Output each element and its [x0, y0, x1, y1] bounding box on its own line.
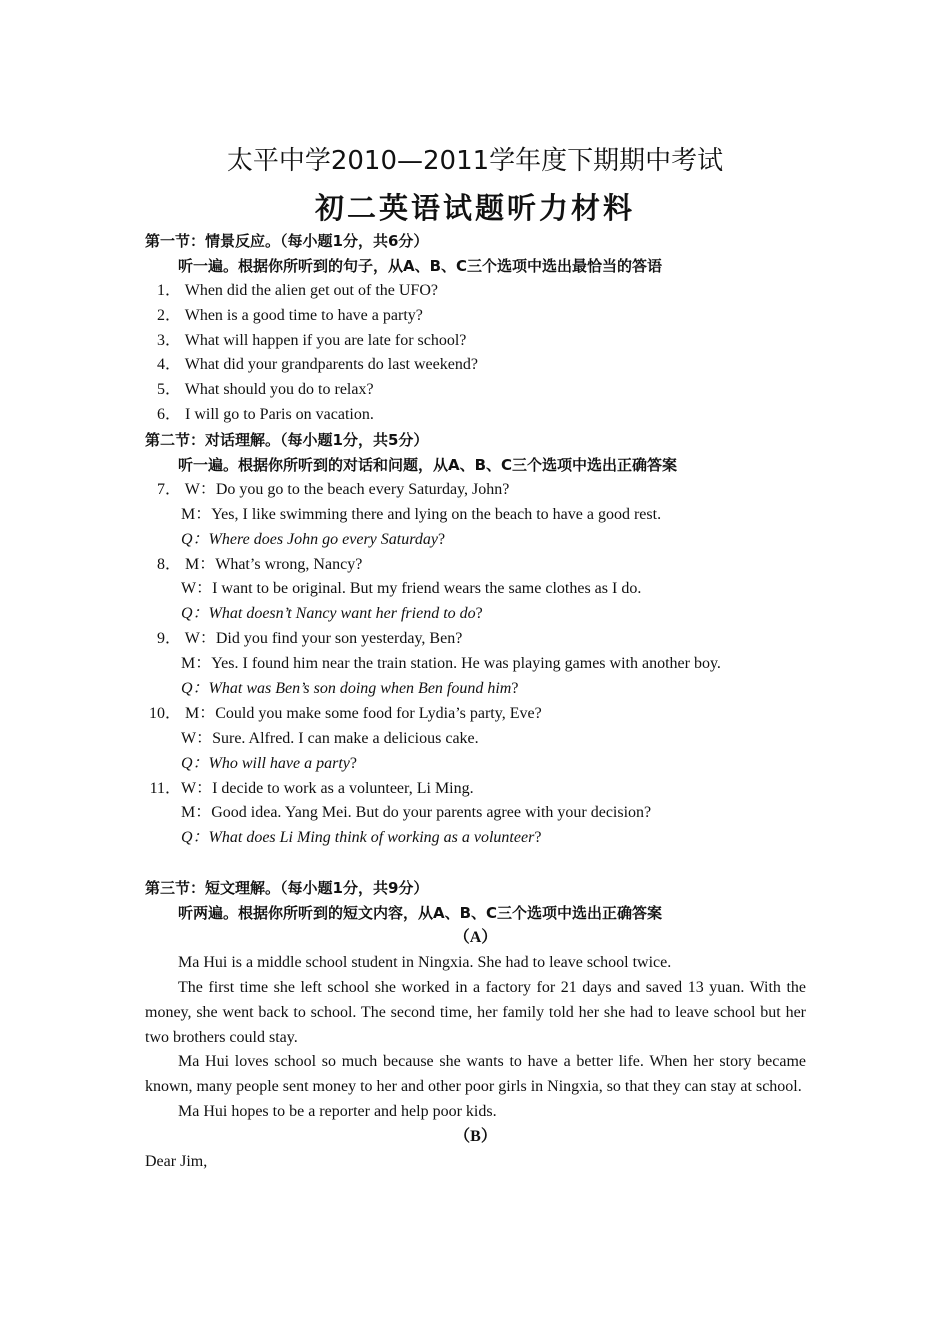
- section2-heading: 第二节：对话理解。（每小题1分，共5分）: [145, 431, 429, 450]
- list-item: 3． What will happen if you are late for school?: [156, 331, 467, 349]
- letter-salutation: Dear Jim,: [145, 1153, 208, 1171]
- dialogue-line: 7． W：Do you go to the beach every Saturday, John?: [156, 480, 510, 498]
- dialogue-line: 8． M：What’s wrong, Nancy?: [156, 555, 363, 573]
- section2-instruction: 听一遍。根据你所听到的对话和问题，从A、B、C三个选项中选出正确答案: [178, 456, 678, 475]
- dialogue-question: Q：Who will have a party?: [181, 754, 357, 772]
- passage-b-label: （B）: [454, 1128, 497, 1146]
- dialogue-line: W：Sure. Alfred. I can make a delicious cake.: [181, 729, 479, 747]
- section1-instruction: 听一遍。根据你所听到的句子，从A、B、C三个选项中选出最恰当的答语: [178, 256, 663, 275]
- dialogue-question: Q：What does Li Ming think of working as a volunteer?: [181, 829, 542, 847]
- section1-heading: 第一节：情景反应。（每小题1分，共6分）: [145, 232, 429, 250]
- list-item: 2． When is a good time to have a party?: [156, 306, 423, 324]
- dialogue-question: Q：What doesn’t Nancy want her friend to do?: [181, 605, 483, 623]
- passage-a-label: （A）: [453, 928, 498, 946]
- exam-subtitle: 初二英语试题听力材料: [314, 191, 635, 225]
- passage-paragraph: Ma Hui is a middle school student in Ningxia. She had to leave school twice.: [178, 953, 672, 971]
- list-item: 1． When did the alien get out of the UFO?: [156, 281, 438, 299]
- passage-paragraph: Ma Hui loves school so much because she wants to have a better life. When her story became known, many people sent money to her and other poor girls in Ningxia, so that they can stay at school.: [145, 1053, 806, 1096]
- list-item: 5． What should you do to relax?: [156, 381, 374, 399]
- document-body: [145, 229, 806, 1175]
- section3-heading: 第三节：短文理解。（每小题1分，共9分）: [145, 879, 429, 898]
- dialogue-line: M：Yes. I found him near the train station. He was playing games with another boy.: [181, 655, 721, 673]
- dialogue-line: 11．W：I decide to work as a volunteer, Li Ming.: [149, 779, 474, 797]
- dialogue-line: W：I want to be original. But my friend wears the same clothes as I do.: [181, 580, 642, 598]
- passage-paragraph: The first time she left school she worked in a factory for 21 days and saved 13 yuan. With the money, she went back to school. The second time, her family told her she had to leave school but her two brothers could stay.: [145, 978, 806, 1046]
- section3-instruction: 听两遍。根据你所听到的短文内容，从A、B、C三个选项中选出正确答案: [178, 904, 663, 923]
- dialogue-line: M：Good idea. Yang Mei. But do your parents agree with your decision?: [181, 804, 652, 822]
- list-item: 4． What did your grandparents do last weekend?: [156, 356, 478, 374]
- dialogue-question: Q：What was Ben’s son doing when Ben found him?: [181, 680, 519, 698]
- dialogue-line: 9． W：Did you find your son yesterday, Ben?: [156, 630, 463, 648]
- dialogue-line: M：Yes, I like swimming there and lying on the beach to have a good rest.: [181, 505, 662, 523]
- list-item: 6． I will go to Paris on vacation.: [156, 406, 374, 424]
- spacer: [145, 851, 806, 876]
- passage-paragraph: Ma Hui hopes to be a reporter and help poor kids.: [178, 1103, 497, 1121]
- exam-title: 太平中学2010—2011学年度下期期中考试: [226, 146, 724, 176]
- dialogue-question: Q：Where does John go every Saturday?: [181, 530, 446, 548]
- dialogue-line: 10． M：Could you make some food for Lydia’s party, Eve?: [148, 704, 542, 722]
